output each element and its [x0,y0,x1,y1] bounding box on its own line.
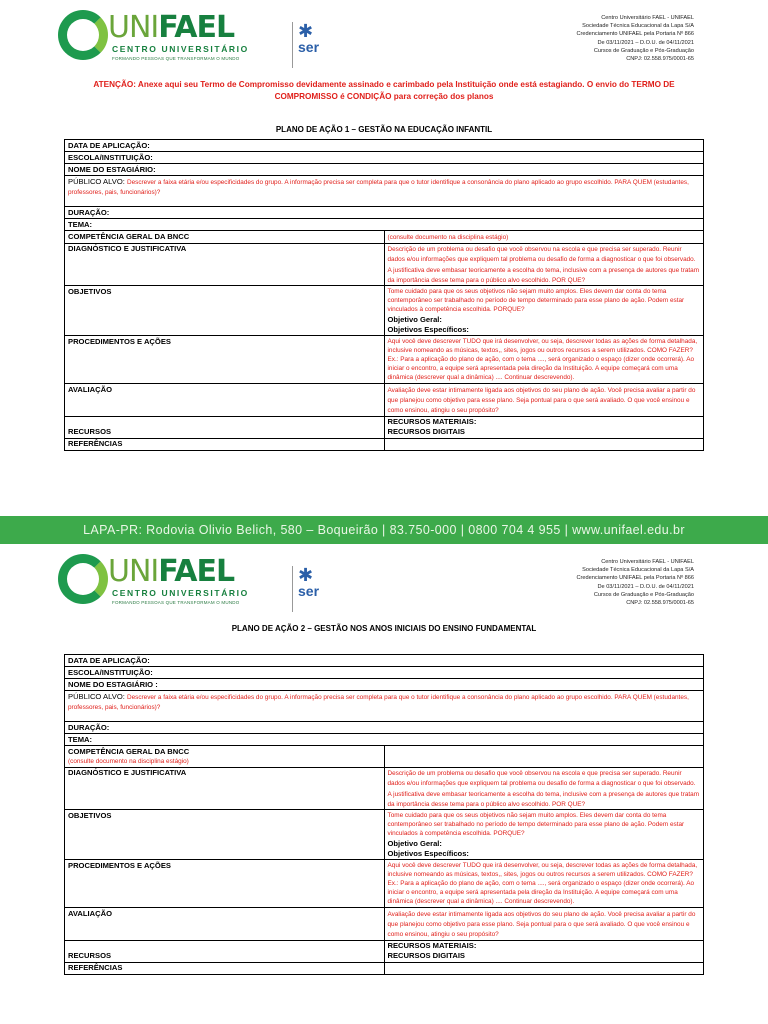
avaliacao-hint: Avaliação deve estar intimamente ligada aos objetivos do seu plano de ação. Você precisa avaliar a partir do que planejou como objetivo para esse plano. Seja pontual para o que será avaliado. O que você ensinou e como ensinou, atingiu o seu propósito? [387,910,696,938]
label-competencia: COMPETÊNCIA GERAL DA BNCC [65,231,385,243]
label-objetivos: OBJETIVOS [65,810,385,860]
cell-procedimentos[interactable] [384,336,704,384]
label-avaliacao: AVALIAÇÃO [65,384,385,417]
ser-wordmark: ser [298,583,320,599]
label-referencias: REFERÊNCIAS [65,438,385,450]
label-diagnostico: DIAGNÓSTICO E JUSTIFICATIVA [65,767,385,810]
label-competencia: COMPETÊNCIA GERAL DA BNCC (consulte documento na disciplina estágio) [65,746,385,767]
logo-motto: FORMANDO PESSOAS QUE TRANSFORMAM O MUNDO [112,56,240,61]
institution-line: Sociedade Técnica Educacional da Lapa S/A [582,567,694,574]
cell-procedimentos[interactable] [384,860,704,908]
cell-diagnostico[interactable] [384,767,704,810]
institution-line: CNPJ: 02.558.975/0001-65 [626,56,694,63]
logo-wordmark: UNIFAEL [108,10,235,45]
institution-line: Centro Universitário FAEL - UNIFAEL [601,559,694,565]
institution-line: De 03/11/2021 – D.O.U. de 04/11/2021 [597,583,694,590]
label-avaliacao: AVALIAÇÃO [65,908,385,941]
field-escola[interactable]: ESCOLA/INSTITUIÇÃO: [65,152,704,164]
logo-ring-icon [58,554,108,604]
cell-recursos[interactable] [384,940,704,962]
avaliacao-hint: Avaliação deve estar intimamente ligada aos objetivos do seu plano de ação. Você precisa avaliar a partir do que planejou como objetivo para esse plano. Seja pontual para o que será avaliado. O que você ensinou e como ensinou, atingiu o seu propósito? [387,386,696,414]
logo-motto: FORMANDO PESSOAS QUE TRANSFORMAM O MUNDO [112,600,240,605]
field-publico-alvo[interactable]: PÚBLICO ALVO: Descrever a faixa etária e/ou especificidades do grupo. A informação precisa ser completa para que o tutor identifique a consonância do plano aplicado ao grupo escolhido. PARA QUEM (estudantes, professores, pais, funcionários)? [65,691,704,722]
page-header [0,0,768,72]
field-tema[interactable]: TEMA: [65,219,704,231]
logo-ring-icon [58,10,108,60]
procedimentos-example: Ex.: Para a aplicação do plano de ação, com o tema ...., será organizado o espaço (dizer onde ocorrerá). Ao iniciar o encontro, a equipe será apresentada pela direção da Instituição. A equipe começará com uma dinâmica (descrever qual a dinâmica) .... Continuar descrevendo). [387,879,695,906]
cell-avaliacao[interactable] [384,908,704,941]
cell-objetivos[interactable] [384,286,704,336]
field-data-aplicacao[interactable]: DATA DE APLICAÇÃO: [65,140,704,152]
cell-diagnostico[interactable] [384,243,704,286]
ser-logo [292,566,332,612]
cell-referencias[interactable] [384,962,704,974]
ser-wordmark: ser [298,39,320,55]
publico-alvo-hint: Descrever a faixa etária e/ou especificidades do grupo. A informação precisa ser completa para que o tutor identifique a consonância do plano aplicado ao grupo escolhido. PARA QUEM (estudantes, professores, pais, funcionários)? [68,178,689,196]
field-duracao[interactable]: DURAÇÃO: [65,722,704,734]
institution-line: Cursos de Graduação e Pós-Graduação [593,47,694,54]
field-escola[interactable]: ESCOLA/INSTITUIÇÃO: [65,667,704,679]
recursos-materiais: RECURSOS MATERIAIS: [387,417,477,427]
field-nome-estagiario[interactable]: NOME DO ESTAGIÁRIO : [65,679,704,691]
logo-subtitle: CENTRO UNIVERSITÁRIO [112,588,249,598]
label-procedimentos: PROCEDIMENTOS E AÇÕES [65,336,385,384]
label-referencias: REFERÊNCIAS [65,962,385,974]
plan-1-form [64,139,704,451]
page-2 [0,544,768,1024]
label-objetivos: OBJETIVOS [65,286,385,336]
procedimentos-hint: Aqui você deve descrever TUDO que irá desenvolver, ou seja, descrever todas as ações de forma detalhada, inclusive nomeando as músicas, textos,, sites, jogos ou outros recursos a serem utilizados. COMO FAZER? [387,337,698,354]
objetivos-especificos: Objetivos Específicos: [387,324,469,334]
diagnostico-hint: Descrição de um problema ou desafio que você observou na escola e que precisa ser superado. Reunir dados e/ou informações que expliquem tal problema ou desafio de forma a diagnosticar o que foi observado. A justificativa deve embasar teoricamente a escolha do tema, inclusive com a presença de autores que tratam da importância desse tema para o público alvo escolhido. POR QUE? [387,770,700,808]
institution-info [577,558,695,607]
cell-recursos[interactable] [384,416,704,438]
objetivos-hint: Tome cuidado para que os seus objetivos não sejam muito amplos. Eles devem dar conta do tema contemporâneo ser trabalhado no período de tempo determinado para esse plano de ação. Podem estar vinculados à competência escolhida. PORQUE? [387,287,685,314]
recursos-materiais: RECURSOS MATERIAIS: [387,941,477,951]
objetivos-especificos: Objetivos Específicos: [387,848,469,858]
institution-line: Credenciamento UNIFAEL pela Portaria Nº 866 [576,31,694,38]
plan-2-title: PLANO DE AÇÃO 2 – GESTÃO NOS ANOS INICIAIS DO ENSINO FUNDAMENTAL [231,624,537,633]
cell-referencias[interactable] [384,438,704,450]
institution-line: Sociedade Técnica Educacional da Lapa S/A [582,23,694,30]
label-procedimentos: PROCEDIMENTOS E AÇÕES [65,860,385,908]
objetivo-geral: Objetivo Geral: [387,838,442,848]
unifael-logo [58,10,320,66]
label-recursos: RECURSOS [65,940,385,962]
plan-2-form [64,654,704,975]
star-icon: ✱ [298,565,314,585]
competencia-hint: (consulte documento na disciplina estágio) [387,233,509,241]
ser-logo [292,22,332,68]
cell-objetivos[interactable] [384,810,704,860]
publico-alvo-hint: Descrever a faixa etária e/ou especificidades do grupo. A informação precisa ser completa para que o tutor identifique a consonância do plano aplicado ao grupo escolhido. PARA QUEM (estudantes, professores, pais, funcionários)? [68,693,689,711]
objetivo-geral: Objetivo Geral: [387,314,442,324]
institution-info [577,14,695,63]
competencia-hint: (consulte documento na disciplina estágio) [68,757,189,765]
procedimentos-example: Ex.: Para a aplicação do plano de ação, com o tema ...., será organizado o espaço (dizer onde ocorrerá). Ao iniciar o encontro, a equipe será apresentada pela direção da Instituição. A equipe começará com uma dinâmica (descrever qual a dinâmica) .... Continuar descrevendo). [387,355,695,382]
address-footer: LAPA-PR: Rodovia Olivio Belich, 580 – Boqueirão | 83.750-000 | 0800 704 4 955 | www.unifael.edu.br [0,516,768,544]
star-icon: ✱ [298,21,314,41]
objetivos-hint: Tome cuidado para que os seus objetivos não sejam muito amplos. Eles devem dar conta do tema contemporâneo ser trabalhado no período de tempo determinado para esse plano de ação. Podem estar vinculados à competência escolhida. PORQUE? [387,811,685,838]
procedimentos-hint: Aqui você deve descrever TUDO que irá desenvolver, ou seja, descrever todas as ações de forma detalhada, inclusive nomeando as músicas, textos,, sites, jogos ou outros recursos a serem utilizados. COMO FAZER? [387,861,698,878]
field-duracao[interactable]: DURAÇÃO: [65,207,704,219]
field-data-aplicacao[interactable]: DATA DE APLICAÇÃO: [65,655,704,667]
institution-line: CNPJ: 02.558.975/0001-65 [626,600,694,607]
logo-wordmark: UNIFAEL [108,554,235,589]
page-header [0,544,768,616]
plan-1-title: PLANO DE AÇÃO 1 – GESTÃO NA EDUCAÇÃO INFANTIL [275,125,493,134]
label-diagnostico: DIAGNÓSTICO E JUSTIFICATIVA [65,243,385,286]
diagnostico-hint: Descrição de um problema ou desafio que você observou na escola e que precisa ser superado. Reunir dados e/ou informações que expliquem tal problema ou desafio de forma a diagnosticar o que foi observado. A justificativa deve embasar teoricamente a escolha do tema, inclusive com a presença de autores que tratam da importância desse tema para o público alvo escolhido. POR QUE? [387,246,700,284]
institution-line: Credenciamento UNIFAEL pela Portaria Nº 866 [576,575,694,582]
logo-subtitle: CENTRO UNIVERSITÁRIO [112,44,249,54]
recursos-digitais: RECURSOS DIGITAIS [387,427,465,437]
unifael-logo [58,554,320,610]
institution-line: Cursos de Graduação e Pós-Graduação [593,591,694,598]
field-publico-alvo[interactable]: PÚBLICO ALVO: Descrever a faixa etária e/ou especificidades do grupo. A informação precisa ser completa para que o tutor identifique a consonância do plano aplicado ao grupo escolhido. PARA QUEM (estudantes, professores, pais, funcionários)? [65,176,704,207]
warning-notice: ATENÇÃO: Anexe aqui seu Termo de Compromisso devidamente assinado e carimbado pela Instituição onde está estagiando. O envio do TERMO DE COMPROMISSO é CONDIÇÃO para correção dos planos [93,80,675,101]
institution-line: De 03/11/2021 – D.O.U. de 04/11/2021 [597,39,694,46]
cell-competencia[interactable] [384,746,704,767]
label-recursos: RECURSOS [65,416,385,438]
field-tema[interactable]: TEMA: [65,734,704,746]
cell-avaliacao[interactable] [384,384,704,417]
recursos-digitais: RECURSOS DIGITAIS [387,951,465,961]
institution-line: Centro Universitário FAEL - UNIFAEL [601,15,694,21]
field-nome-estagiario[interactable]: NOME DO ESTAGIÁRIO: [65,164,704,176]
cell-competencia[interactable] [384,231,704,243]
